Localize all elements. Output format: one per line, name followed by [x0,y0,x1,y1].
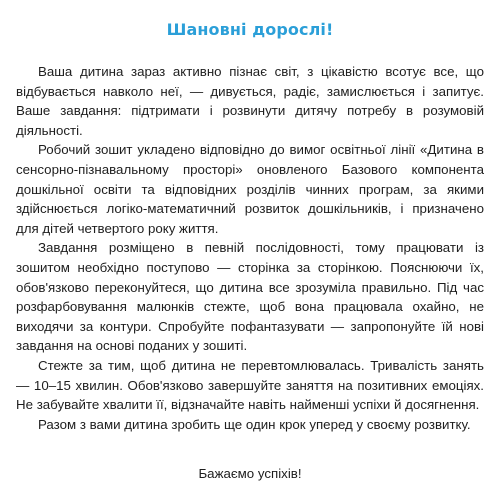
paragraph-duration: Стежте за тим, щоб дитина не перевтомлювалась. Тривалість занять — 10–15 хвилин. Обов'язково завершуйте заняття на позитивних емоціях. Не забувайте хвалити її, відзначайте навіть найменші успіхи й досягнення. [16,357,484,413]
paragraph-tasks: Завдання розміщено в певній послідовності, тому працювати із зошитом необхідно поступово — сторінка за сторінкою. Пояснюючи їх, обов'язково переконуйтеся, що дитина все зрозуміла правильно. Під час розфарбовування малюнків стежте, щоб вона працювала охайно, не виходячи за контури. Спробуйте пофантазувати — запропонуйте їй нові завдання на основі поданих у зошиті. [16,240,484,354]
paragraph-intro: Ваша дитина зараз активно пізнає світ, з цікавістю всотує все, що відбувається навколо неї, — дивується, радіє, замислюється і запитує. Ваше завдання: підтримати і розвинути дитячу потребу в розумовій діяльності. [16,64,484,138]
paragraph-workbook: Робочий зошит укладено відповідно до вимог освітньої лінії «Дитина в сенсорно-пізнавальному просторі» оновленого Базового компонента дошкільної освіти та відповідних розділів чинних програм, за якими здійснюється логіко-математичний розвиток дошкільників, і призначено для дітей четвертого року життя. [16,142,484,236]
closing-wish: Бажаємо успіхів! [198,466,302,481]
body-text [16,62,484,434]
page-title: Шановні дорослі! [166,20,334,39]
paragraph-together: Разом з вами дитина зробить ще один крок уперед у своєму розвитку. [38,416,471,432]
